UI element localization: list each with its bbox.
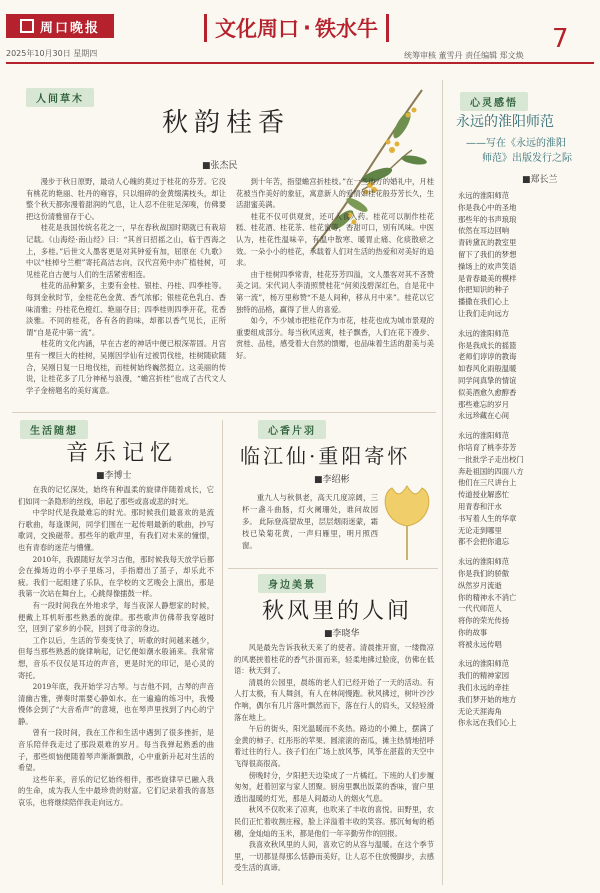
poem-line: 你永远在我们心上 (458, 718, 517, 728)
article-title: 永远的淮阳师范 (456, 114, 554, 130)
poem-line: 操场上的欢声笑语 (458, 261, 517, 271)
poem-line: 你的故事 (458, 627, 488, 637)
masthead (0, 0, 600, 70)
section-label: 生活随想 (20, 420, 88, 439)
paragraph: 漫步于秋日原野，最动人心魄的莫过于桂花的芬芳。它没有桃花的艳丽、牡丹的雍容，只以细碎的金黄缀满枝头，却让整个秋天都弥漫着甜润的气息，让人忍不住驻足深嗅，仿佛要把这份清雅留存于心。 (26, 177, 226, 221)
paragraph: 到十年苦，指望蟾宫折桂枝。”在一些地方的婚礼中，月桂花被当作美好的象征，寓意新人的爱情如桂花般芬芳长久，生活甜蜜美满。 (236, 177, 434, 210)
poem-line: 一代代师范人 (458, 604, 502, 614)
paragraph: 傍晚时分，夕阳把天边染成了一片橘红。下班的人们步履匆匆，赶着回家与家人团聚。厨房里飘出饭菜的香味，窗户里透出温暖的灯光，那是人间最动人的烟火气息。 (234, 770, 434, 803)
poem-line: 你的精神永不消亡 (458, 592, 517, 602)
article-title: 秋韵桂香 (162, 108, 291, 138)
poem-line: 青砖黛瓦的教室里 (458, 238, 517, 248)
poem-line: 依然在耳边回响 (458, 226, 510, 236)
paragraph: 秋风不仅吹来了凉爽，也吹来了丰收的喜悦。田野里，农民们正忙着收割庄稼，脸上洋溢着丰收的笑容。那沉甸甸的稻穗，金灿灿的玉米，都是他们一年辛勤劳作的回报。 (234, 805, 434, 838)
stanza-gap (458, 548, 588, 556)
article-subtitle-line2: 师范》出版发行之际 (482, 153, 572, 164)
poem-line: 无论走到哪里 (458, 525, 502, 535)
stanza-gap (458, 320, 588, 328)
column-divider (222, 420, 223, 885)
paragraph: 桂花的品种繁多，主要有金桂、银桂、丹桂、四季桂等。每到金秋时节，金桂花色金黄、香气浓郁；银桂花色乳白、香味清雅；丹桂花色橙红、艳丽夺目；四季桂则四季开花，花香淡雅。不同的桂花，各有各的韵味，却都以香气见长，正所谓“自是花中第一流”。 (26, 281, 226, 337)
poem-line: 是青春最美的模样 (458, 273, 517, 283)
paragraph: 桂花是我国传统名花之一，早在春秋战国时期就已有栽培记载。《山海经·南山经》曰：“其首曰招摇之山，临于西海之上，多桂。”后世文人墨客更是对其钟爱有加，屈原在《九歌》中以“桂棹兮兰枻”寄托高洁志向，汉代宫苑中亦广植桂树，可见桂花自古便与人们的生活紧密相连。 (26, 223, 226, 279)
poem-line: 纵然岁月流逝 (458, 580, 502, 590)
section-divider (228, 568, 438, 569)
title-bar-right (386, 14, 389, 42)
section-divider (12, 412, 436, 413)
article-poem-chongyang (228, 416, 438, 566)
byline: ■郑长兰 (522, 175, 558, 185)
header-rule (6, 62, 594, 64)
poem-line: 你是我心中的圣地 (458, 202, 517, 212)
article-body (18, 484, 214, 809)
byline: ■李晓华 (324, 629, 360, 639)
poem-line: 老师们谆谆的教诲 (458, 352, 517, 362)
section-label: 心灵感悟 (460, 92, 528, 111)
paragraph: 有一段时间我在外地求学，每当夜深人静想家的时候，便戴上耳机听那些熟悉的旋律。那些歌声仿佛带我穿越时空，回到了家乡的小院，回到了母亲的身边。 (18, 600, 214, 634)
paragraph: 2019年底，我开始学习古琴。与吉他不同，古琴的声音清幽古雅，弹奏时需要心静如水。在一遍遍的练习中，我慢慢体会到了“大音希声”的意境，也在琴声里找到了内心的宁静。 (18, 682, 214, 726)
poem-line: 永远的淮阳师范 (458, 557, 510, 567)
poem-line: 奔赴祖国的四面八方 (458, 466, 524, 476)
poem-body (242, 492, 378, 552)
poem-line: 一批批学子走出校门 (458, 454, 524, 464)
poem-line: 无论天涯海角 (458, 706, 502, 716)
poem-line: 都不会把你遗忘 (458, 537, 510, 547)
ginkgo-leaf-illustration (378, 484, 436, 562)
article-autumn-osmanthus (12, 78, 436, 408)
byline: ■张杰民 (202, 161, 238, 171)
article-body-col1 (26, 176, 226, 396)
byline: ■李绍彬 (314, 475, 350, 485)
paragraph: 曾有一段时间，我在工作和生活中遇到了很多挫折，是音乐陪伴我走过了那段艰难的岁月。每当我弹起熟悉的曲子，那些烦恼便随着琴声渐渐飘散，心中重新升起对生活的希望。 (18, 728, 214, 773)
poem-line: 播撒在我们心上 (458, 297, 510, 307)
paragraph: 我喜欢秋风里的人间，喜欢它的从容与温暖。在这个季节里，一切都显得那么恬静而美好，让人忍不住放慢脚步，去感受生活的真谛。 (234, 840, 434, 873)
paragraph: 这些年来，音乐的记忆始终相伴，那些旋律早已融入我的生命，成为我人生中最珍贵的财富。它们记录着我的喜怒哀乐，也将继续陪伴我走向远方。 (18, 774, 214, 808)
paragraph: 午后的街头，阳光温暖而不炙热。路边的小摊上，摆满了金黄的柿子、红彤彤的苹果、圆滚滚的南瓜，摊主热情地招呼着过往的行人。孩子们在广场上放风筝，风筝在湛蓝的天空中飞得很高很高。 (234, 724, 434, 768)
paragraph: 桂花的文化内涵，早在古老的神话中便已根深蒂固。月宫里有一棵巨大的桂树，吴刚因学仙有过被罚伐桂，桂树随砍随合，吴刚日复一日地伐桂，而桂树始终巍然挺立。这美丽的传说，让桂花多了几分神秘与浪漫，“蟾宫折桂”也成了古代文人学子金榜题名的美好寓意。 (26, 339, 226, 395)
stanza-gap (458, 422, 588, 430)
poem-line: 同学间真挚的情谊 (458, 375, 517, 385)
page-title (196, 8, 397, 48)
poem-line: 那些难忘的岁月 (458, 399, 510, 409)
poem-line: 我们永远的牵挂 (458, 683, 510, 693)
poem-body (458, 190, 588, 729)
poem-line: 永远的淮阳师范 (458, 659, 510, 669)
logo-text: 周口晚报 (39, 20, 100, 36)
poem-line: 我们梦开始的地方 (458, 694, 517, 704)
article-title: 音乐记忆 (66, 441, 179, 466)
poem-line: 你培育了桃李芬芳 (458, 442, 517, 452)
poem-line: 你把知识的种子 (458, 285, 510, 295)
poem-line: 永远珍藏在心间 (458, 411, 510, 421)
poem-line: 那些年的书声琅琅 (458, 214, 517, 224)
editors-line: 统筹审核 董雪丹 责任编辑 郑文焕 (404, 51, 524, 60)
paragraph: 如今，不少城市把桂花作为市花，桂花也成为城市景观的重要组成部分。每当秋风送爽，桂子飘香，人们在花下漫步、赏桂、品桂，感受着大自然的馈赠，也品味着生活的甜美与美好。 (236, 316, 434, 360)
article-subtitle-line1: ——写在《永远的淮阳 (466, 138, 566, 149)
paragraph: 在我的记忆深处，始终有种温柔的旋律伴随着成长，它们如同一条隐形的丝线，串起了那些或喜或悲的时光。 (18, 485, 214, 506)
poem-text: 重九人与秋俱老，高天几度凉阔，三杯一盏斗曲肠，灯火阑珊处，谁问故园多。 此际登高望故里，层层烟雨迷蒙，霜枝已染菊花黄，一声归雁里，明月照西窗。 (242, 493, 378, 550)
logo-square-icon (20, 19, 34, 33)
poem-line: 你是我成长的摇篮 (458, 340, 517, 350)
title-bar-left (204, 14, 207, 42)
section-label: 人间草木 (26, 88, 94, 107)
poem-line: 他们在三尺讲台上 (458, 478, 517, 488)
poem-line: 永远的淮阳师范 (458, 328, 510, 338)
paragraph: 由于桂树四季常青，桂花芬芳四溢，文人墨客对其不吝赞美之词。宋代词人李清照赞桂花“何须浅碧深红色，自是花中第一流”，杨万里称赞“不是人间种，移从月中来”。桂花以它独特的品格，赢得了世人的喜爱。 (236, 269, 434, 314)
poem-line: 我们的精神家园 (458, 671, 510, 681)
poem-line: 永远的淮阳师范 (458, 191, 510, 200)
paragraph: 清晨的公园里，晨练的老人们已经开始了一天的活动。有人打太极，有人舞剑，有人在林间慢跑。秋风拂过，树叶沙沙作响，偶尔有几片落叶飘然而下，落在行人的肩头，又轻轻滑落在地上。 (234, 677, 434, 722)
poem-line: 将你的荣光传扬 (458, 616, 510, 626)
article-title: 秋风里的人间 (262, 599, 413, 624)
article-huaiyang-normal (448, 78, 594, 886)
title-dot: · (303, 16, 311, 40)
paragraph: 风是最先告诉我秋天来了的使者。清晨推开窗，一缕微凉的风裹挟着桂花的香气扑面而来，轻柔地拂过脸庞，仿佛在低语：秋天到了。 (234, 643, 434, 676)
article-body-col2 (236, 176, 434, 362)
issue-date: 2025年10月30日 星期四 (6, 49, 98, 58)
page-title-left: 文化周口 (215, 17, 299, 41)
poem-line: 传道授业解惑忙 (458, 490, 510, 500)
poem-line: 将被永远传唱 (458, 639, 502, 649)
byline: ■李博士 (96, 471, 132, 481)
stanza-gap (458, 650, 588, 658)
article-title: 临江仙·重阳寄怀 (240, 444, 411, 468)
poem-line: 让我们走向远方 (458, 308, 510, 318)
poem-line: 你是我们的骄傲 (458, 568, 510, 578)
poem-line: 留下了我们的梦想 (458, 249, 517, 259)
paragraph: 中学时代是我最难忘的时光。那时候我们最喜欢的是流行歌曲，每逢课间，同学们围在一起传唱最新的歌曲，抄写歌词，交换磁带。那些年的歌声里，有我们对未来的憧憬，也有青春的迷茫与懵懂。 (18, 508, 214, 552)
section-label: 身边美景 (258, 574, 326, 593)
poem-line: 似美酒愈久愈醇香 (458, 387, 517, 397)
article-music-memory (12, 416, 218, 886)
poem-line: 如春风化雨般温暖 (458, 364, 517, 374)
article-autumn-wind (228, 572, 438, 886)
article-body (234, 642, 434, 874)
poem-line: 用青春和汗水 (458, 501, 502, 511)
poem-line: 书写着人生的华章 (458, 513, 517, 523)
paragraph: 2010年，我跟随好友学习吉他，那时候我每天放学后都会在操场边的小亭子里练习，手指磨出了茧子，却乐此不疲。我们一起组建了乐队，在学校的文艺晚会上演出，那是我第一次站在舞台上，心跳得像擂鼓一样。 (18, 554, 214, 599)
section-label: 心香片羽 (258, 420, 326, 439)
page-title-right: 铁水牛 (314, 17, 378, 41)
paragraph: 工作以后，生活的节奏变快了，听歌的时间越来越少，但每当那些熟悉的旋律响起，记忆便如潮水般涌来。我常常想，音乐不仅仅是耳边的声音，更是时光的印记，是心灵的寄托。 (18, 635, 214, 680)
paragraph: 桂花不仅可供观赏，还可入食入药。桂花可以制作桂花糕、桂花酒、桂花茶、桂花蜜等，香甜可口，别有风味。中医认为，桂花性温味辛，有温中散寒、暖胃止痛、化痰散瘀之效。一朵小小的桂花，承载着人们对生活的热爱和对美好的追求。 (236, 211, 434, 268)
page-number: 7 (552, 24, 569, 54)
newspaper-logo (6, 14, 114, 38)
column-divider (442, 80, 443, 885)
poem-line: 永远的淮阳师范 (458, 431, 510, 441)
